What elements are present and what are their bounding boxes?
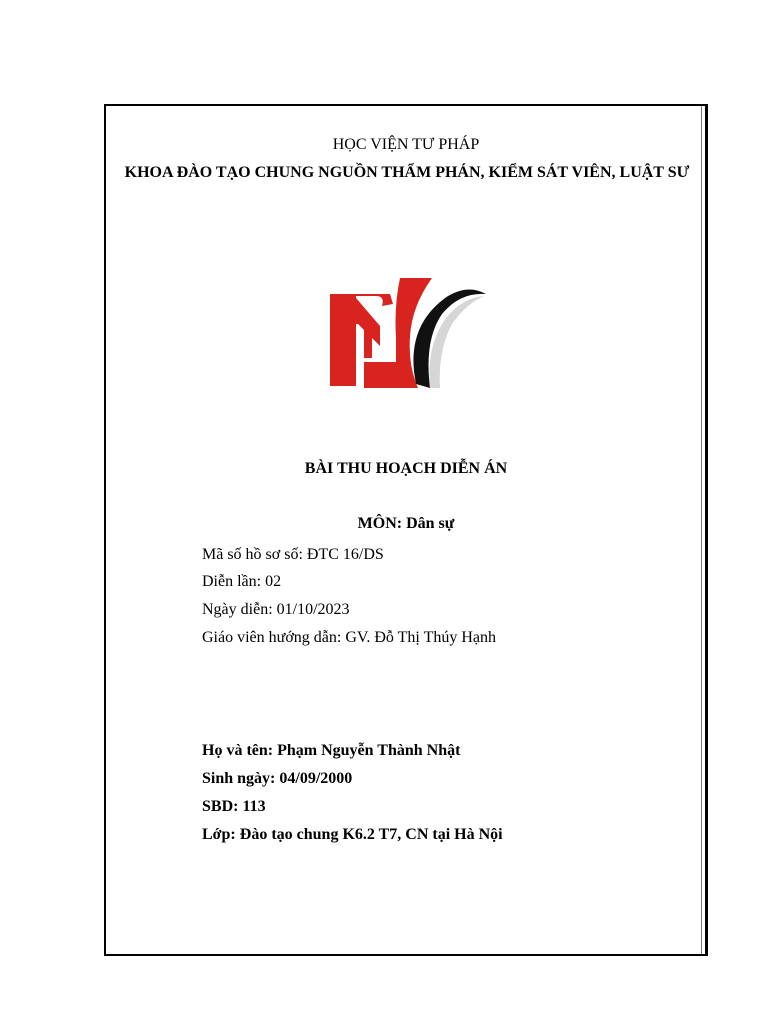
student-birth-date: Sinh ngày: 04/09/2000 [202,770,353,787]
subject-label: MÔN: [357,515,403,532]
student-sbd: SBD: 113 [202,798,266,815]
subject-value: Dân sự [406,515,455,532]
student-name: Họ và tên: Phạm Nguyễn Thành Nhật [202,742,461,759]
subject-line [104,513,708,535]
instructor: Giáo viên hướng dẫn: GV. Đỗ Thị Thúy Hạnh [202,629,496,646]
performance-date: Ngày diễn: 01/10/2023 [202,601,350,618]
academy-logo-icon [320,266,492,394]
file-number: Mã số hồ sơ số: ĐTC 16/DS [202,546,384,563]
document-title: BÀI THU HOẠCH DIỄN ÁN [304,460,508,477]
institute-name: HỌC VIỆN TƯ PHÁP [332,136,480,153]
faculty-name: KHOA ĐÀO TẠO CHUNG NGUỒN THẨM PHÁN, KIỂM SÁT VIÊN, LUẬT SƯ [124,164,690,181]
student-class: Lớp: Đào tạo chung K6.2 T7, CN tại Hà Nội [202,826,503,843]
attempt-number: Diễn lần: 02 [202,573,282,590]
